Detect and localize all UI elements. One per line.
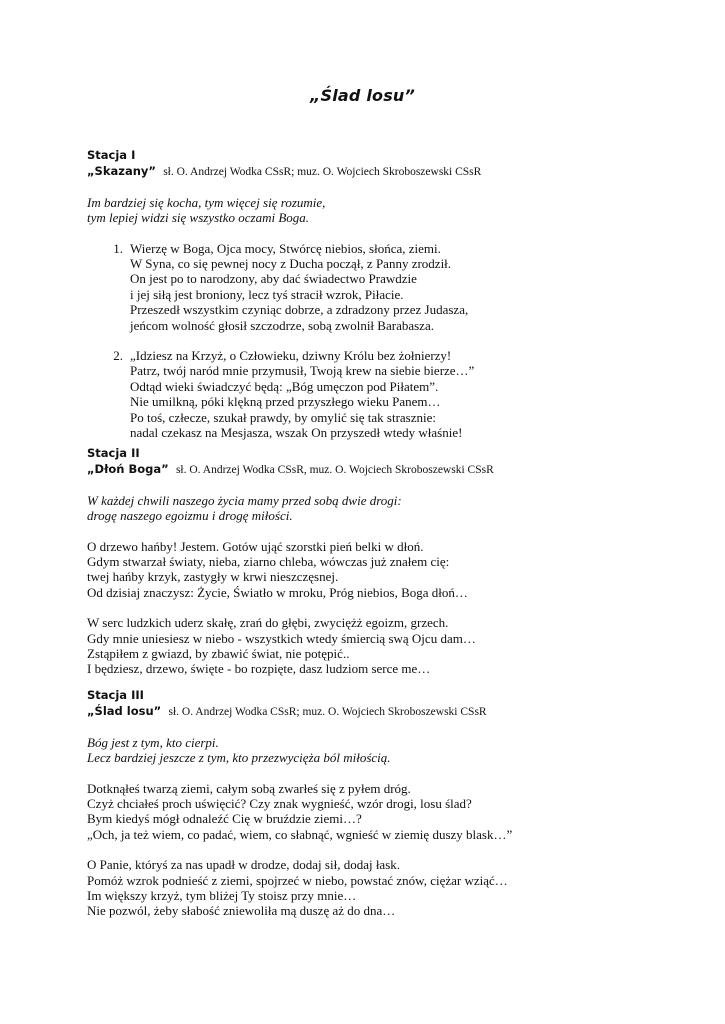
station-heading <box>87 461 647 478</box>
song-title: „Skazany” <box>87 164 156 179</box>
stanza-line: O drzewo hańby! Jestem. Gotów ująć szorstki pień belki w dłoń. <box>87 538 424 554</box>
document-title: „Ślad losu” <box>309 86 416 105</box>
quote-line: tym lepiej widzi się wszystko oczami Boga. <box>87 210 310 226</box>
station-label: Stacja III <box>87 688 144 702</box>
stanza-line: Dotknąłeś twarzą ziemi, całym sobą zwarłeś się z pyłem dróg. <box>87 780 411 796</box>
stanza <box>87 857 647 919</box>
stanza-line: Od dzisiaj znaczysz: Życie, Światło w mroku, Próg niebios, Boga dłoń… <box>87 584 468 600</box>
verse-number: 1. <box>113 240 123 256</box>
station-label: Stacja II <box>87 446 140 460</box>
verse-line: On jest po to narodzony, aby dać świadectwo Prawdzie <box>130 271 417 287</box>
verse-line: Przeszedł wszystkim czyniąc dobrze, a zdradzony przez Judasza, <box>130 302 469 318</box>
verse-list <box>87 241 647 441</box>
stanza-line: „Och, ja też wiem, co padać, wiem, co słabnąć, wgnieść w ziemię duszy blask…” <box>87 826 513 842</box>
verse <box>87 348 647 440</box>
verse-line: Patrz, twój naród mnie przymusił, Twoją krew na siebie bierze…” <box>130 363 475 379</box>
stanza <box>87 539 647 601</box>
stanza-line: Bym kiedyś mógł odnaleźć Cię w bruździe ziemi…? <box>87 811 362 827</box>
stanza-line: Zstąpiłem z gwiazd, by zbawić świat, nie potępić.. <box>87 646 350 662</box>
stanza-line: Pomóż wzrok podnieść z ziemi, spojrzeć w niebo, powstać znów, ciężar wziąć… <box>87 872 508 888</box>
verse-line: W Syna, co się pewnej nocy z Ducha począł, z Panny zrodził. <box>130 256 452 272</box>
song-title: „Ślad losu” <box>87 704 162 719</box>
station-quote <box>87 195 647 226</box>
station-label: Stacja I <box>87 148 136 162</box>
verse-line: „Idziesz na Krzyż, o Człowieku, dziwny Królu bez żołnierzy! <box>130 348 452 364</box>
verse-line: Po toś, człecze, szukał prawdy, by omylić się tak strasznie: <box>130 409 437 425</box>
stanza-line: Im większy krzyż, tym bliżej Ty stoisz przy mnie… <box>87 888 357 904</box>
verse-line: Wierzę w Boga, Ojca mocy, Stwórcę niebios, słońca, ziemi. <box>130 240 441 256</box>
song-credits: sł. O. Andrzej Wodka CSsR, muz. O. Wojciech Skroboszewski CSsR <box>175 464 494 477</box>
verse-line: Odtąd wieki świadczyć będą: „Bóg umęczon pod Piłatem”. <box>130 378 439 394</box>
stanza-line: I będziesz, drzewo, święte - bo rozpięte, dasz ludziom serce me… <box>87 661 431 677</box>
verse-line: jeńcom wolność głosił szczodrze, sobą zwolnił Barabasza. <box>130 317 434 333</box>
quote-line: Lecz bardziej jeszcze z tym, kto przezwycięża ból miłością. <box>87 750 391 766</box>
quote-line: Bóg jest z tym, kto cierpi. <box>87 734 219 750</box>
quote-line: drogę naszego egoizmu i drogę miłości. <box>87 508 293 524</box>
station-heading <box>87 163 647 180</box>
stanza-line: twej hańby krzyk, zastygły w krwi nieszczęsnej. <box>87 569 339 585</box>
verse <box>87 241 647 333</box>
station-3 <box>87 688 647 919</box>
stanza <box>87 615 647 677</box>
quote-line: Im bardziej się kocha, tym więcej się rozumie, <box>87 194 326 210</box>
station-1 <box>87 148 647 456</box>
station-quote <box>87 735 647 766</box>
song-credits: sł. O. Andrzej Wodka CSsR; muz. O. Wojciech Skroboszewski CSsR <box>168 706 487 719</box>
stanza-line: Czyż chciałeś proch uświęcić? Czy znak wygnieść, wzór drogi, losu ślad? <box>87 796 472 812</box>
song-title: „Dłoń Boga” <box>87 462 169 477</box>
stanza-line: Gdym stwarzał światy, nieba, ziarno chleba, wówczas już znałem cię: <box>87 554 450 570</box>
song-credits: sł. O. Andrzej Wodka CSsR; muz. O. Wojciech Skroboszewski CSsR <box>163 166 482 179</box>
station-heading <box>87 703 647 720</box>
verse-line: i jej siłą jest broniony, lecz tyś stracił wzrok, Piłacie. <box>130 286 404 302</box>
stanza-line: O Panie, któryś za nas upadł w drodze, dodaj sił, dodaj łask. <box>87 857 401 873</box>
station-quote <box>87 493 647 524</box>
stanza-line: Gdy mnie uniesiesz w niebo - wszystkich wtedy śmiercią swą Ojcu dam… <box>87 630 476 646</box>
quote-line: W każdej chwili naszego życia mamy przed sobą dwie drogi: <box>87 492 402 508</box>
stanza-line: Nie pozwól, żeby słabość zniewoliła mą duszę aż do dna… <box>87 903 396 919</box>
stanza-line: W serc ludzkich uderz skałę, zrań do głębi, zwyciężż egoizm, grzech. <box>87 615 449 631</box>
verse-line: Nie umilkną, póki klękną przed przyszłego wieku Panem… <box>130 394 441 410</box>
verse-line: nadal czekasz na Mesjasza, wszak On przyszedł wtedy właśnie! <box>130 425 463 441</box>
verse-number: 2. <box>113 348 123 364</box>
stanza <box>87 781 647 843</box>
station-2 <box>87 446 647 677</box>
